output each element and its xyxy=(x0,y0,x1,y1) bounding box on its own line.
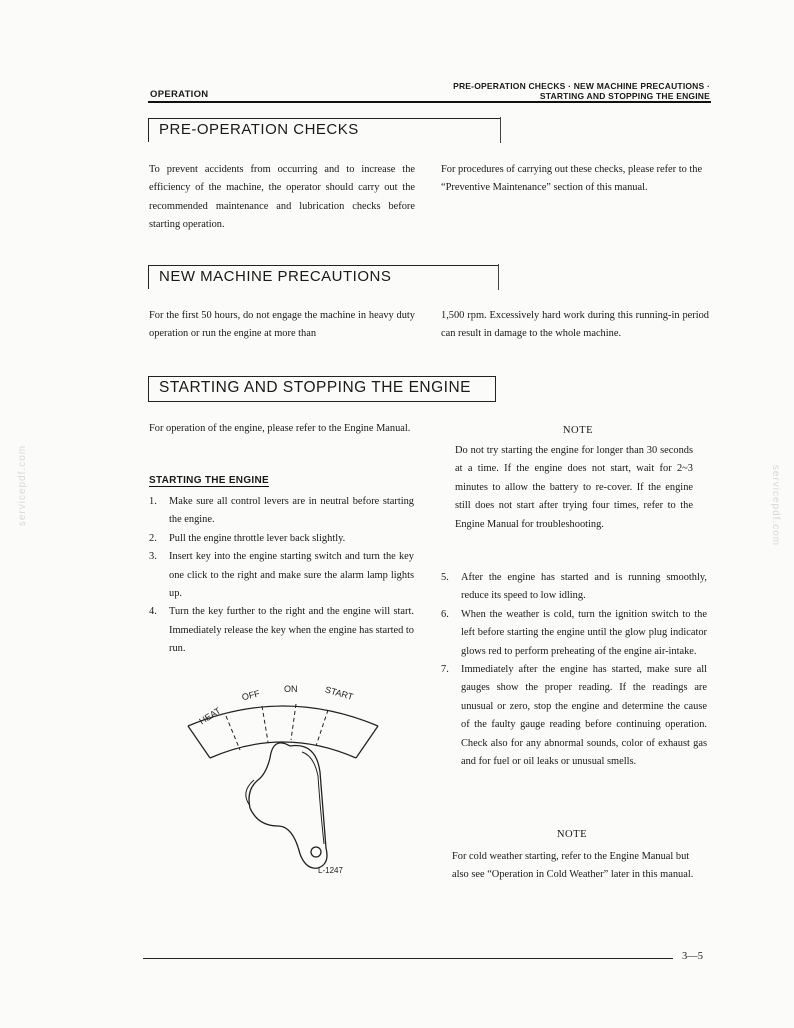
step-number: 6. xyxy=(441,608,449,620)
pre-operation-left-text: To prevent accidents from occurring and to increase the efficiency of the machine, the operator should carry out the recommended maintenance and lubrication checks before starting operation. xyxy=(149,164,415,231)
header-title-line-1: PRE-OPERATION CHECKS · NEW MACHINE PRECAUTIONS · xyxy=(453,81,710,91)
step-number: 5. xyxy=(441,572,449,583)
step-number: 7. xyxy=(441,664,449,676)
footer-rule xyxy=(143,958,673,959)
pre-operation-checks-title: PRE-OPERATION CHECKS xyxy=(159,121,359,138)
step-text: Insert key into the engine starting switch and turn the key one click to the right and make sure the alarm lamp lights up. xyxy=(169,551,414,600)
starting-stopping-heading xyxy=(148,376,496,402)
ignition-switch-figure xyxy=(178,676,388,886)
watermark-right: servicepdf.com xyxy=(770,464,782,547)
list-item xyxy=(149,603,414,658)
pre-operation-checks-heading xyxy=(148,118,500,142)
header-title-line-2: STARTING AND STOPPING THE ENGINE xyxy=(539,91,710,101)
starting-the-engine-subheading: STARTING THE ENGINE xyxy=(149,475,269,486)
header-section-label: OPERATION xyxy=(150,89,209,100)
steps-right-list xyxy=(441,569,707,771)
list-item xyxy=(149,493,414,530)
step-text: Pull the engine throttle lever back slightly. xyxy=(169,532,346,544)
new-machine-precautions-title: NEW MACHINE PRECAUTIONS xyxy=(159,268,392,285)
watermark-left: servicepdf.com xyxy=(17,444,29,527)
steps-left-list xyxy=(149,493,414,659)
list-item xyxy=(441,606,707,661)
step-text: Make sure all control levers are in neutral before starting the engine. xyxy=(169,496,414,526)
switch-key-body xyxy=(249,743,327,868)
note-1-text: Do not try starting the engine for longer than 30 seconds at a time. If the engine does not start, wait for 2~3 minutes to allow the battery to re-cover. If the engine still does not start after trying four times, refer to the Engine Manual for troubleshooting. xyxy=(455,445,693,530)
header-rule xyxy=(148,101,711,103)
heading-box-edge xyxy=(498,264,499,290)
step-text: Immediately after the engine has started, make sure all gauges show the proper reading. If the readings are unusual or zero, stop the engine and determine the cause of the faulty gauge reading before continuing operation. Check also for any abnormal sounds, color of exhaust gas and for fuel or oil leaks or unusual smells. xyxy=(461,664,707,768)
step-number: 1. xyxy=(149,496,157,507)
header-chapter-title xyxy=(453,81,710,101)
switch-label-on: ON xyxy=(284,684,298,694)
list-item xyxy=(441,661,707,771)
note-2-text: For cold weather starting, refer to the Engine Manual but also see “Operation in Cold Weather” later in this manual. xyxy=(452,851,694,881)
step-number: 4. xyxy=(149,606,157,618)
step-text: After the engine has started and is running smoothly, reduce its speed to low idling. xyxy=(461,572,707,602)
new-machine-left-text: For the first 50 hours, do not engage the machine in heavy duty operation or run the engine at more than xyxy=(149,310,415,340)
step-text: Turn the key further to the right and the engine will start. Immediately release the key when the engine has started to run. xyxy=(169,606,414,655)
starting-stopping-title: STARTING AND STOPPING THE ENGINE xyxy=(159,379,471,396)
new-machine-right-text: 1,500 rpm. Excessively hard work during this running-in period can result in damage to the whole machine. xyxy=(441,310,709,340)
step-number: 3. xyxy=(149,551,157,563)
new-machine-precautions-heading xyxy=(148,265,498,289)
note-2-heading: NOTE xyxy=(556,829,588,840)
figure-caption: L-1247 xyxy=(318,866,343,875)
pre-operation-right-text: For procedures of carrying out these checks, please refer to the “Preventive Maintenance” section of this manual. xyxy=(441,164,703,194)
list-item xyxy=(149,530,414,548)
page-number: 3—5 xyxy=(682,951,703,962)
note-1-heading: NOTE xyxy=(562,425,594,436)
switch-label-off: OFF xyxy=(240,688,261,703)
engine-manual-intro: For operation of the engine, please refer to the Engine Manual. xyxy=(149,423,411,434)
list-item xyxy=(149,548,414,603)
step-text: When the weather is cold, turn the ignition switch to the left before starting the engine until the glow plug indicator glows red to perform preheating of the engine air-intake. xyxy=(461,608,707,657)
heading-box-edge xyxy=(500,117,501,143)
switch-label-start: START xyxy=(323,684,355,702)
switch-label-heat: HEAT xyxy=(197,705,223,727)
list-item xyxy=(441,569,707,606)
step-number: 2. xyxy=(149,532,157,544)
